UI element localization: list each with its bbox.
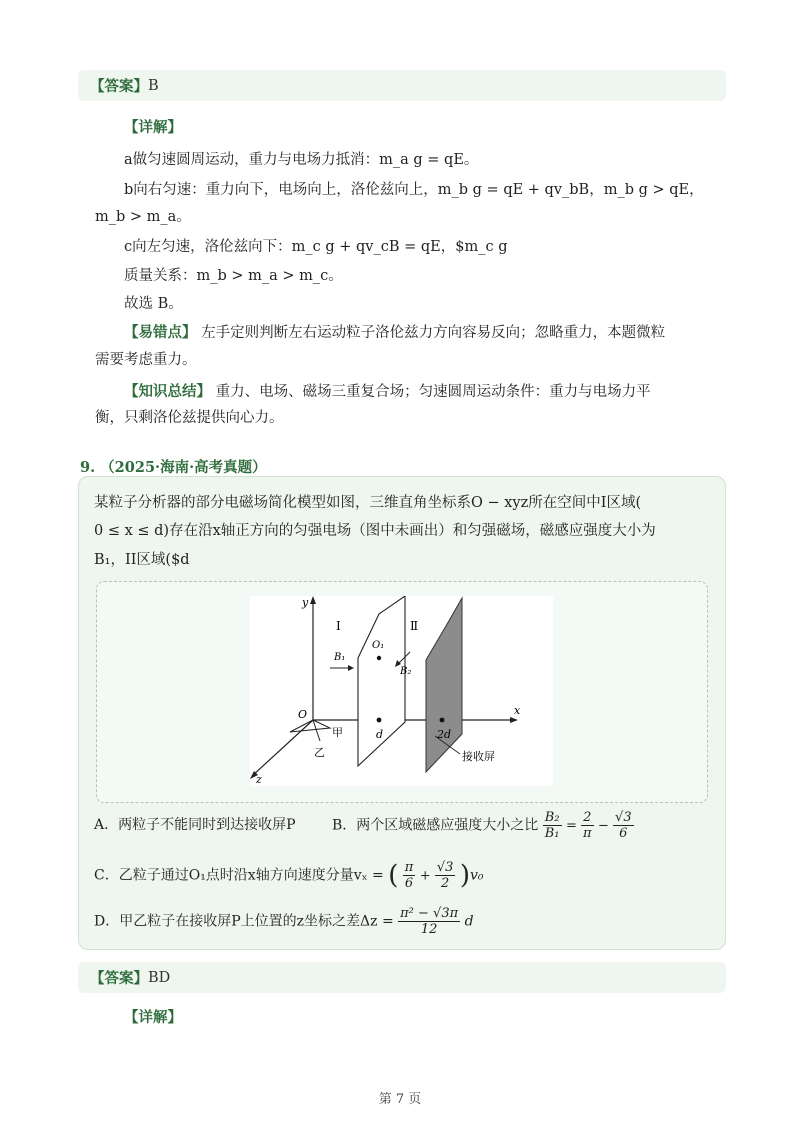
x-axis-arrow — [510, 717, 518, 723]
z-axis — [252, 720, 313, 776]
option-d — [94, 906, 474, 937]
point-O1 — [377, 656, 381, 660]
question-stem-line1: 某粒子分析器的部分电磁场简化模型如图，三维直角坐标系O − xyz所在空间中I区域( — [94, 495, 642, 511]
answer-label: 【答案】 — [90, 78, 148, 95]
region-1-label: Ⅰ — [336, 619, 341, 633]
O1-label: O₁ — [372, 640, 385, 651]
B1-arrowhead — [348, 665, 354, 671]
detail-heading: 【详解】 — [124, 119, 182, 136]
yi-label: 乙 — [314, 746, 325, 759]
question-heading: 9. （2025·海南·高考真题） — [80, 459, 267, 476]
knowledge-summary-text: 重力、电场、磁场三重复合场；匀速圆周运动条件：重力与电场力平 — [211, 384, 651, 400]
question-stem-line3: B₁，II区域($d — [94, 552, 190, 568]
option-c-term2: $\frac{√3}{2}$ — [436, 860, 454, 891]
explanation-line-b2: m_b > m_a。 — [95, 209, 191, 225]
receiving-screen — [426, 598, 462, 772]
option-b-term1: $\frac{2}{\pi}$ — [583, 810, 592, 841]
explanation-line-b1: b向右匀速：重力向下，电场向上，洛伦兹向上，m_b g = qE + qv_bB，m_b g > qE， — [124, 182, 704, 198]
explanation-line-c: c向左匀速，洛伦兹向下：m_c g + qv_cB = qE，$m_c g — [124, 239, 508, 255]
option-d-text: D．甲乙粒子在接收屏P上位置的z坐标之差Δz = — [94, 913, 394, 930]
coordinate-diagram — [250, 596, 553, 786]
y-axis-arrow — [310, 596, 316, 604]
jia-label: 甲 — [332, 726, 343, 739]
point-d — [377, 718, 382, 723]
answer-value: B — [148, 77, 159, 94]
B1-label: B₁ — [334, 652, 346, 663]
option-c: C．乙粒子通过O₁点时沿x轴方向速度分量vₓ = ( $\frac{\pi}{6}$ + $\frac{√3}{2}$ )v₀ — [94, 860, 484, 891]
detail-heading-2: 【详解】 — [124, 1009, 182, 1026]
knowledge-summary — [124, 382, 651, 402]
error-point-text-cont: 需要考虑重力。 — [95, 352, 197, 368]
error-point — [124, 323, 665, 343]
answer-band — [78, 70, 726, 101]
error-point-text: 左手定则判断左右运动粒子洛伦兹力方向容易反向；忽略重力，本题微粒 — [196, 325, 666, 341]
option-d-fraction: $\frac{\text{π² − √3π}}{12}$ — [400, 906, 459, 937]
option-c-term1: $\frac{\pi}{6}$ — [404, 860, 414, 891]
explanation-line-a: a做匀速圆周运动，重力与电场力抵消：m_a g = qE。 — [124, 152, 479, 168]
option-d-unit: d — [464, 913, 474, 930]
knowledge-summary-text-cont: 衡，只剩洛伦兹提供向心力。 — [95, 410, 284, 426]
error-point-label: 【易错点】 — [124, 324, 197, 341]
2d-label: 2d — [437, 728, 452, 741]
figure — [250, 596, 553, 786]
y-label: y — [302, 596, 309, 609]
x-label: x — [514, 704, 521, 717]
particle-paths — [290, 720, 330, 732]
option-b: B．两个区域磁感应强度大小之比 $\frac{\text{B₂}}{\text{B₁}}$ = $\frac{2}{\pi}$ − $\frac{√3}{6}$ — [332, 810, 632, 841]
answer-label-2: 【答案】 — [90, 970, 148, 987]
region-2-label: Ⅱ — [410, 619, 419, 633]
option-b-text: B．两个区域磁感应强度大小之比 — [332, 817, 539, 834]
page-number: 第 7 页 — [378, 1092, 422, 1107]
answer-band-2 — [78, 962, 726, 993]
explanation-mass-relation: 质量关系：m_b > m_a > m_c。 — [124, 268, 343, 284]
point-2d — [440, 718, 445, 723]
explanation-conclusion: 故选 B。 — [124, 296, 183, 312]
question-stem-line2: 0 ≤ x ≤ d)存在沿x轴正方向的匀强电场（图中未画出）和匀强磁场，磁感应强度大小为 — [94, 523, 656, 539]
answer-value-2: BD — [148, 969, 171, 986]
option-b-ratio: $\frac{\text{B₂}}{\text{B₁}}$ — [544, 810, 560, 841]
origin-label: O — [298, 708, 308, 721]
screen-label: 接收屏 — [462, 750, 495, 763]
z-label: z — [256, 773, 262, 786]
option-b-term2: $\frac{√3}{6}$ — [615, 810, 632, 841]
d-label: d — [376, 728, 384, 741]
option-c-text: C．乙粒子通过O₁点时沿x轴方向速度分量vₓ = — [94, 867, 384, 884]
knowledge-summary-label: 【知识总结】 — [124, 383, 211, 400]
B2-label: B₂ — [400, 666, 412, 677]
option-a: A．两粒子不能同时到达接收屏P — [94, 817, 296, 833]
